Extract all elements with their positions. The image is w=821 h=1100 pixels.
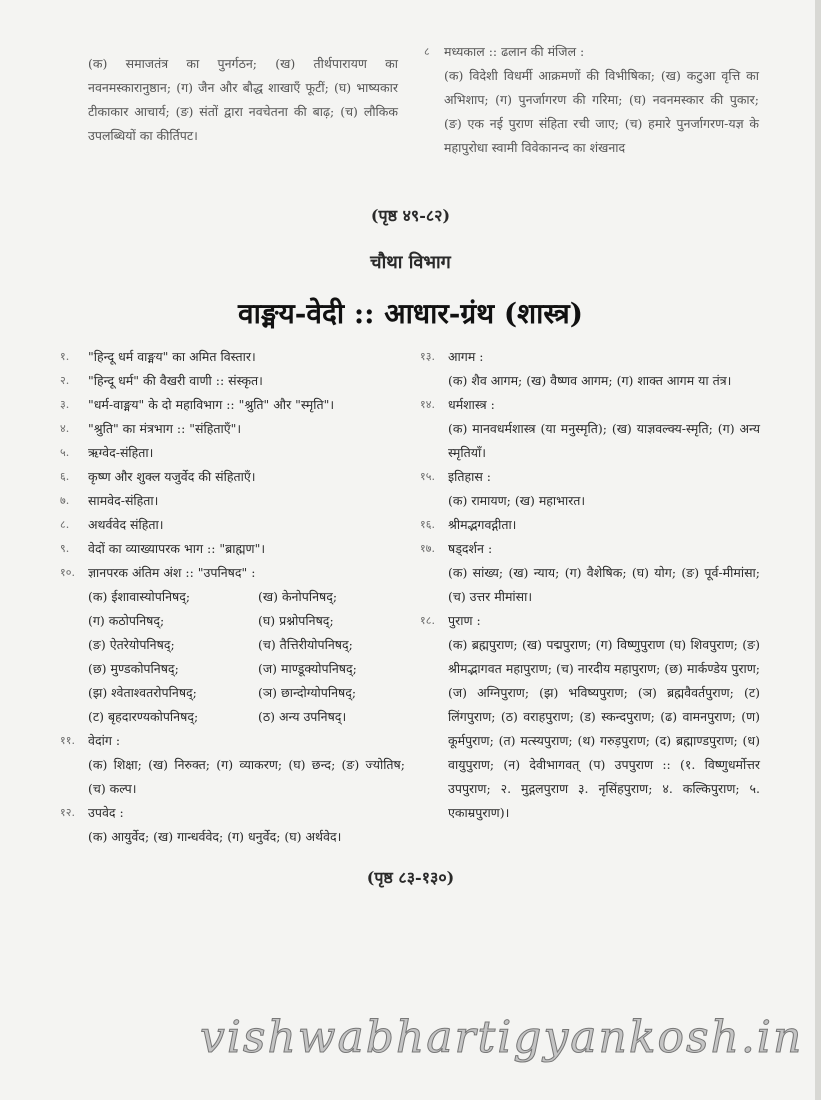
upanishad-grid xyxy=(60,585,405,729)
list-item xyxy=(60,465,405,489)
list-item xyxy=(60,369,405,393)
item-text: (क) शैव आगम; (ख) वैष्णव आगम; (ग) शाक्त आगम या तंत्र। xyxy=(448,373,732,388)
item-number: १०. xyxy=(60,566,75,579)
item-number: १. xyxy=(60,350,70,363)
list-item xyxy=(60,537,405,561)
item-number: ११. xyxy=(60,734,75,747)
item-number: ४. xyxy=(60,422,70,435)
item-number: ९. xyxy=(60,542,70,555)
item-number: ६. xyxy=(60,470,70,483)
item-text: "हिन्दू धर्म वाङ्मय" का अमित विस्तार। xyxy=(88,349,256,364)
list-item xyxy=(60,441,405,465)
item-heading: मध्यकाल :: ढलान की मंजिल : xyxy=(444,44,585,59)
page-reference: (पृष्ठ ४९-८२) xyxy=(370,206,451,225)
item-text: वेदों का व्याख्यापरक भाग :: "ब्राह्मण"। xyxy=(88,541,266,556)
sub-item: (ज) माण्डूक्योपनिषद्; xyxy=(258,661,357,676)
item-text: (क) शिक्षा; (ख) निरुक्त; (ग) व्याकरण; (घ) छन्द; (ङ) ज्योतिष; (च) कल्प। xyxy=(88,757,405,796)
sub-item: (घ) प्रश्नोपनिषद्; xyxy=(258,613,334,628)
item-number: १५. xyxy=(420,470,435,483)
sub-item: (ख) केनोपनिषद्; xyxy=(258,589,338,604)
item-number: १७. xyxy=(420,542,435,555)
section-heading: चौथा विभाग xyxy=(370,252,451,273)
item-text: (क) विदेशी विधर्मी आक्रमणों की विभीषिका; (ख) कटुआ वृत्ति का अभिशाप; (ग) पुनर्जागरण की गरिमा; (घ) नवनमस्कार की पुकार; (ङ) एक नई पुराण संहिता रची जाए; (च) हमारे पुनर्जागरण-यज्ञ के महापुरोधा स्वामी विवेकानन्द का शंखनाद xyxy=(444,68,759,155)
item-text: ज्ञानपरक अंतिम अंश :: "उपनिषद" : xyxy=(88,565,256,580)
list-item xyxy=(420,537,760,561)
item-heading: आगम : xyxy=(448,349,484,364)
sub-item: (ठ) अन्य उपनिषद्। xyxy=(258,709,347,724)
item-text: (क) ब्रह्मपुराण; (ख) पद्मपुराण; (ग) विष्णुपुराण (घ) शिवपुराण; (ङ) श्रीमद्भागवत महापुराण; (च) नारदीय महापुराण; (छ) मार्कण्डेय पुराण; (ज) अग्निपुराण; (झ) भविष्यपुराण; (ञ) ब्रह्मवैवर्तपुराण; (ट) लिंगपुराण; (ठ) वराहपुराण; (ड) स्कन्दपुराण; (ढ) वामनपुराण; (ण) कूर्मपुराण; (त) मत्स्यपुराण; (थ) गरुड़पुराण; (द) ब्रह्माण्डपुराण; (ध) वायुपुराण; (न) देवीभागवत् (प) उपपुराण :: (१. विष्णुधर्मोत्तर उपपुराण; २. मुद्गलपुराण ३. नृसिंहपुराण; ४. कल्किपुराण; ५. एकाम्रपुराण)। xyxy=(448,637,760,820)
page-edge xyxy=(815,0,821,1100)
item-number: १८. xyxy=(420,614,435,627)
sub-item: (ङ) ऐतरेयोपनिषद्; xyxy=(88,637,175,652)
item-text: "धर्म-वाङ्मय" के दो महाविभाग :: "श्रुति" और "स्मृति"। xyxy=(88,397,335,412)
item-number: ७. xyxy=(60,494,70,507)
list-item xyxy=(420,609,760,633)
sub-item: (ञ) छान्दोग्योपनिषद्; xyxy=(258,685,357,700)
item-number: १६. xyxy=(420,518,435,531)
list-item xyxy=(60,729,405,753)
item-text: कृष्ण और शुक्ल यजुर्वेद की संहिताएँ। xyxy=(88,469,256,484)
list-item xyxy=(60,801,405,825)
sub-item: (ग) कठोपनिषद्; xyxy=(88,613,165,628)
sub-item: (क) ईशावास्योपनिषद्; xyxy=(88,589,191,604)
item-heading: श्रीमद्भगवद्गीता। xyxy=(448,517,517,532)
page-title: वाङ्मय-वेदी :: आधार-ग्रंथ (शास्त्र) xyxy=(238,297,583,330)
page-reference: (पृष्ठ ८३-१३०) xyxy=(366,868,455,887)
item-number: १२. xyxy=(60,806,75,819)
item-heading: इतिहास : xyxy=(448,469,492,484)
item-heading: षड्दर्शन : xyxy=(448,541,493,556)
item-number: १४. xyxy=(420,398,435,411)
sub-item: (झ) श्वेताश्वतरोपनिषद्; xyxy=(88,685,197,700)
list-item xyxy=(60,513,405,537)
list-item xyxy=(420,393,760,417)
item-text: (क) मानवधर्मशास्त्र (या मनुस्मृति); (ख) याज्ञवल्क्य-स्मृति; (ग) अन्य स्मृतियाँ। xyxy=(448,421,760,460)
item-number: २. xyxy=(60,374,70,387)
watermark: vishwabhartigyankosh.in xyxy=(200,1012,804,1063)
item-number: १३. xyxy=(420,350,435,363)
item-heading: धर्मशास्त्र : xyxy=(448,397,495,412)
sub-item: (ट) बृहदारण्यकोपनिषद्; xyxy=(88,709,199,724)
list-item xyxy=(60,561,405,585)
right-list xyxy=(420,345,760,825)
list-item xyxy=(60,489,405,513)
item-number: ८ xyxy=(424,45,430,58)
item-number: ५. xyxy=(60,446,70,459)
item-text: अथर्ववेद संहिता। xyxy=(88,517,164,532)
item-text: (क) आयुर्वेद; (ख) गान्धर्ववेद; (ग) धनुर्वेद; (घ) अर्थवेद। xyxy=(88,829,342,844)
item-number: ८. xyxy=(60,518,70,531)
item-heading: पुराण : xyxy=(448,613,481,628)
left-list xyxy=(60,345,405,849)
list-item xyxy=(420,465,760,489)
list-item xyxy=(60,393,405,417)
item-heading: वेदांग : xyxy=(88,733,121,748)
item-text: (क) सांख्य; (ख) न्याय; (ग) वैशेषिक; (घ) योग; (ङ) पूर्व-मीमांसा; (च) उत्तर मीमांसा। xyxy=(448,565,760,604)
list-item xyxy=(60,417,405,441)
item-text: ऋग्वेद-संहिता। xyxy=(88,445,154,460)
item-text: सामवेद-संहिता। xyxy=(88,493,159,508)
sub-item: (च) तैत्तिरीयोपनिषद्; xyxy=(258,637,353,652)
item-number: ३. xyxy=(60,398,70,411)
list-item xyxy=(420,513,760,537)
sub-item: (छ) मुण्डकोपनिषद्; xyxy=(88,661,179,676)
list-item xyxy=(60,345,405,369)
item-text: "हिन्दू धर्म" की वैखरी वाणी :: संस्कृत। xyxy=(88,373,263,388)
item-heading: उपवेद : xyxy=(88,805,124,820)
item-text: (क) रामायण; (ख) महाभारत। xyxy=(448,493,586,508)
item-text: "श्रुति" का मंत्रभाग :: "संहिताएँ"। xyxy=(88,421,242,436)
top-right-section xyxy=(424,40,759,160)
top-left-paragraph: (क) समाजतंत्र का पुनर्गठन; (ख) तीर्थपारायण का नवनमस्कारानुष्ठान; (ग) जैन और बौद्ध शाखाएँ फूटीं; (घ) भाष्यकार टीकाकार आचार्य; (ङ) संतों द्वारा नवचेतना की बाढ़; (च) लौकिक उपलब्धियों का कीर्तिपट। xyxy=(88,56,398,143)
list-item xyxy=(420,345,760,369)
